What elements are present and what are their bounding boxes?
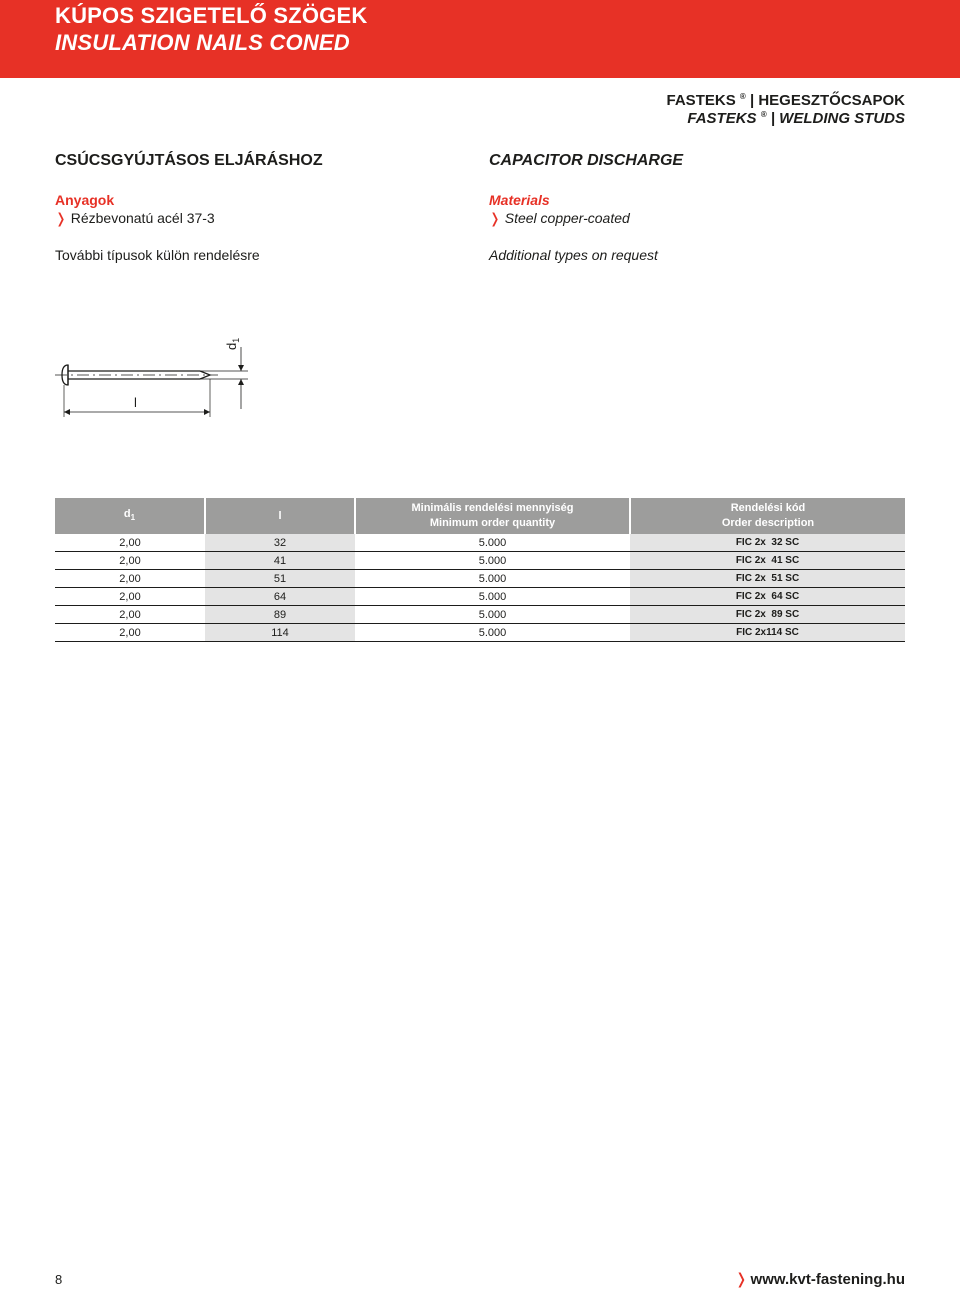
chevron-icon: ❭: [734, 1271, 748, 1288]
website-link[interactable]: [735, 1270, 905, 1288]
materials-item-english: [489, 210, 630, 227]
brand-name: FASTEKS: [687, 110, 757, 127]
additional-types-note-hungarian: További típusok külön rendelésre: [55, 247, 260, 263]
cell-order-code: FIC 2x 64 SC: [630, 588, 905, 606]
bullet-chevron-icon: ❭: [489, 210, 501, 226]
materials-label-hungarian: Anyagok: [55, 192, 115, 208]
nail-technical-drawing: [50, 325, 270, 425]
website-url[interactable]: www.kvt-fastening.hu: [750, 1271, 905, 1288]
table-row: [55, 570, 905, 588]
brand-line-english: [687, 110, 905, 127]
dimension-l-label: l: [134, 395, 137, 410]
cell-quantity: 5.000: [355, 606, 630, 624]
dimension-d1-label: $d_1$: [224, 337, 241, 350]
cell-d1: 2,00: [55, 534, 205, 552]
page-number: 8: [55, 1272, 63, 1287]
brand-line-hungarian: [667, 92, 905, 109]
table-row: [55, 624, 905, 642]
cell-d1: 2,00: [55, 552, 205, 570]
cell-l: 64: [205, 588, 355, 606]
brand-name: FASTEKS: [666, 92, 736, 109]
table-header-row: [55, 498, 905, 534]
cell-l: 114: [205, 624, 355, 642]
materials-value: Steel copper-coated: [504, 210, 630, 226]
section-heading-hungarian: CSÚCSGYÚJTÁSOS ELJÁRÁSHOZ: [55, 152, 323, 169]
column-header-order-code: [630, 498, 905, 534]
cell-l: 41: [205, 552, 355, 570]
cell-d1: 2,00: [55, 624, 205, 642]
title-hungarian: KÚPOS SZIGETELŐ SZÖGEK: [55, 3, 368, 28]
section-heading-english: CAPACITOR DISCHARGE: [489, 152, 684, 169]
table-row: [55, 588, 905, 606]
cell-d1: 2,00: [55, 606, 205, 624]
title-banner: [0, 0, 960, 78]
cell-l: 89: [205, 606, 355, 624]
table-row: [55, 606, 905, 624]
table-row: [55, 534, 905, 552]
title-english: INSULATION NAILS CONED: [55, 30, 350, 55]
column-header-l: l: [205, 498, 355, 534]
cell-d1: 2,00: [55, 588, 205, 606]
brand-category: | WELDING STUDS: [770, 110, 905, 127]
cell-order-code: FIC 2x114 SC: [630, 624, 905, 642]
bullet-chevron-icon: ❭: [55, 210, 67, 226]
materials-item-hungarian: [55, 210, 215, 227]
cell-l: 32: [205, 534, 355, 552]
cell-quantity: 5.000: [355, 570, 630, 588]
cell-order-code: FIC 2x 51 SC: [630, 570, 905, 588]
cell-quantity: 5.000: [355, 588, 630, 606]
registered-mark: ®: [760, 110, 767, 119]
table-row: [55, 552, 905, 570]
specification-table: [55, 498, 905, 642]
header-text-english: Minimum order quantity: [429, 517, 556, 529]
materials-label-english: Materials: [489, 192, 550, 208]
materials-value: Rézbevonatú acél 37-3: [70, 210, 215, 226]
cell-order-code: FIC 2x 41 SC: [630, 552, 905, 570]
cell-order-code: FIC 2x 89 SC: [630, 606, 905, 624]
registered-mark: ®: [739, 92, 746, 101]
additional-types-note-english: Additional types on request: [489, 247, 658, 263]
cell-l: 51: [205, 570, 355, 588]
brand-category: | HEGESZTŐCSAPOK: [749, 92, 905, 109]
cell-quantity: 5.000: [355, 624, 630, 642]
cell-quantity: 5.000: [355, 534, 630, 552]
header-text-english: Order description: [721, 517, 815, 529]
header-text-hungarian: Rendelési kód: [730, 502, 806, 514]
cell-quantity: 5.000: [355, 552, 630, 570]
cell-d1: 2,00: [55, 570, 205, 588]
header-text-hungarian: Minimális rendelési mennyiség: [411, 502, 574, 514]
column-header-min-quantity: [355, 498, 630, 534]
column-header-d1: $d_1$: [55, 498, 205, 534]
cell-order-code: FIC 2x 32 SC: [630, 534, 905, 552]
